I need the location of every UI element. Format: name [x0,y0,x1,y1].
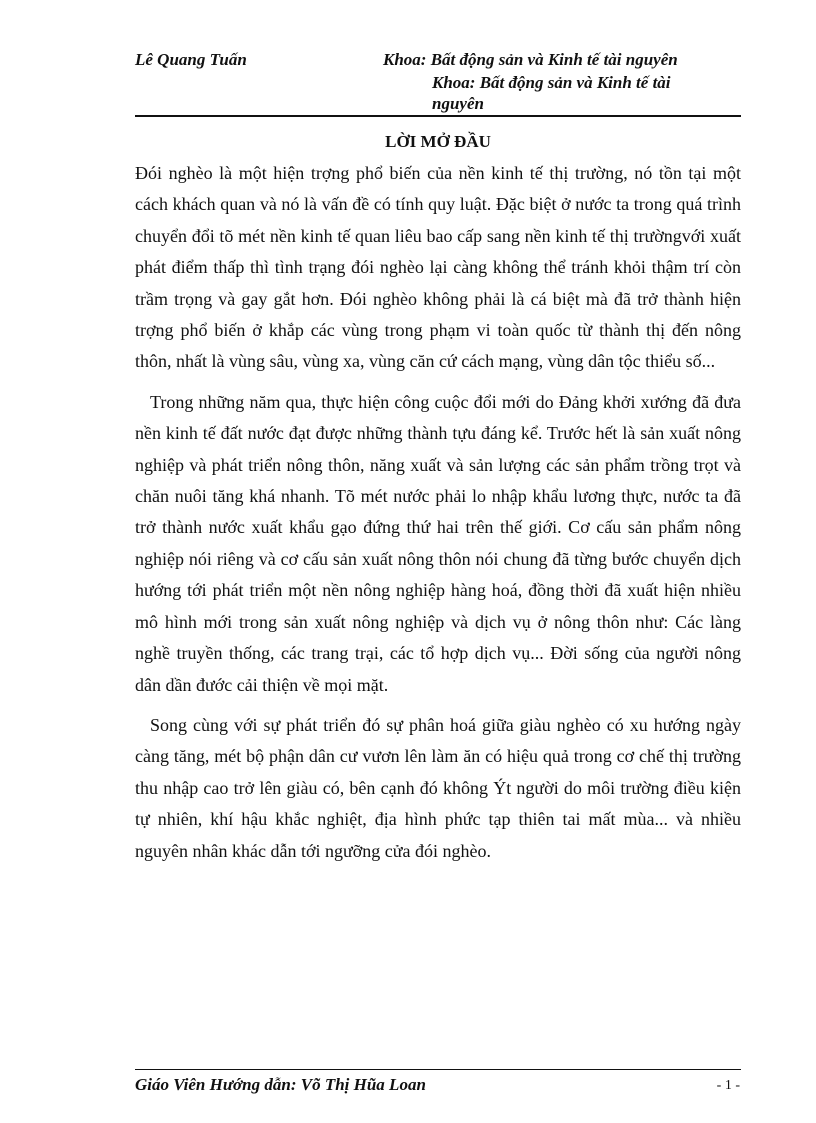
header-author: Lê Quang Tuấn [135,50,247,69]
paragraph-3: Song cùng với sự phát triển đó sự phân hoá giữa giàu nghèo có xu hướng ngày càng tăng, mét bộ phận dân cư vươn lên làm ăn có hiệu quả trong cơ chế thị trường thu nhập cao trở lên giàu có, bên cạnh đó không Ýt người do môi trường điều kiện tự nhiên, khí hậu khắc nghiệt, địa hình phức tạp thiên tai mất mùa... và nhiều nguyên nhân khác dẫn tới ngưỡng cửa đói nghèo. [135,714,741,861]
page-title: LỜI MỞ ĐẦU [385,132,491,151]
paragraph-2: Trong những năm qua, thực hiện công cuộc đổi mới do Đảng khởi xướng đã đưa nền kinh tế đất nước đạt được những thành tựu đáng kể. Trước hết là sản xuất nông nghiệp và phát triển nông thôn, năng xuất và sản lượng các sản phẩm trồng trọt và chăn nuôi tăng khá nhanh. Tõ mét nước phải lo nhập khẩu lương thực, nước ta đã trở thành nước xuất khẩu gạo đứng thứ hai trên thế giới. Cơ cấu sản phẩm nông nghiệp nói riêng và cơ cấu sản xuất nông thôn nói chung đã từng bước chuyển dịch hướng tới phát triển một nền nông nghiệp hàng hoá, đồng thời đã xuất hiện nhiều mô hình mới trong sản xuất nông nghiệp và dịch vụ ở nông thôn như: Các làng nghề truyền thống, các trang trại, các tổ hợp dịch vụ... Đời sống của người nông dân dần đước cải thiện về mọi mặt. [135,391,741,695]
page-number: - 1 - [716,1078,740,1093]
body-text [135,158,741,867]
footer-teacher: Giáo Viên Hướng dẫn: Võ Thị Hũa Loan [135,1075,426,1094]
paragraph-1: Đói nghèo là một hiện trợng phổ biến của nền kinh tế thị trường, nó tồn tại một cách khách quan và nó là vấn đề có tính quy luật. Đặc biệt ở nước ta trong quá trình chuyển đổi tõ mét nền kinh tế quan liêu bao cấp sang nền kinh tế thị trườngvới xuất phát điểm thấp thì tình trạng đói nghèo lại càng không thể tránh khỏi thậm trí còn trầm trọng và gay gắt hơn. Đói nghèo không phải là cá biệt mà đã trở thành hiện trợng phổ biến ở khắp các vùng trong phạm vi toàn quốc từ thành thị đến nông thôn, nhất là vùng sâu, vùng xa, vùng căn cứ cách mạng, vùng dân tộc thiểu số... [135,163,741,372]
footer-divider [135,1069,741,1070]
header-faculty: Khoa: Bất động sản và Kinh tế tài nguyên [383,50,678,69]
header-divider [135,115,741,117]
header-faculty-duplicate: Khoa: Bất động sản và Kinh tế tài nguyên [432,73,671,113]
